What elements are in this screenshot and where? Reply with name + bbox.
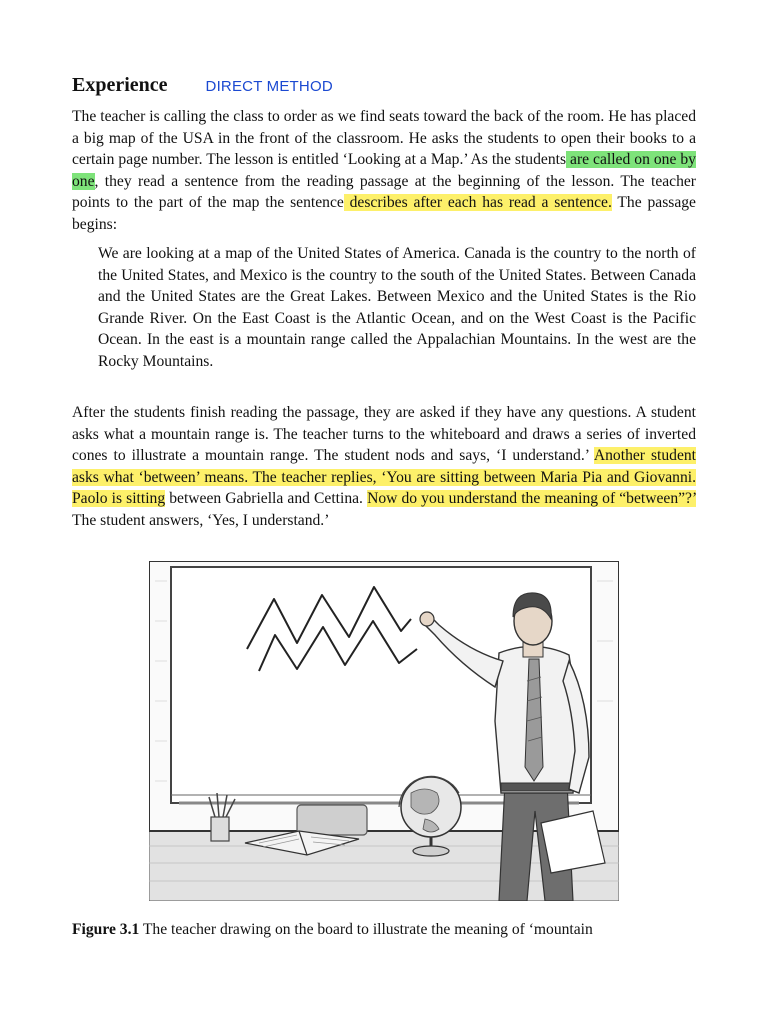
paragraph-questions-text-1: After the students finish reading the passage, they are asked if they have any questions. A student asks what a mountain range is. The teacher turns to the whiteboard and draws a series of inverted cones to illustrate a mountain range. The student nods and says, ‘I understand.’ [72,404,696,465]
figure-teacher-illustration [149,561,619,901]
highlight-yellow-understand: Now do you understand the meaning of “between”?’ [367,490,696,508]
paragraph-intro-text-1: The teacher is calling the class to order as we find seats toward the back of the room. He has placed a big map of the USA in the front of the classroom. He asks the students to open their books to a certain page number. The lesson is entitled ‘Looking at a Map.’ As the students [72,108,696,169]
figure-caption [72,919,696,941]
papers-icon [541,811,605,873]
method-annotation: DIRECT METHOD [205,78,333,95]
section-title: Experience [72,74,168,96]
paragraph-questions-text-3: The student answers, ‘Yes, I understand.’ [72,511,330,529]
paragraph-intro-text-2: , they read a sentence from the reading passage at the beginning of the lesson. The teacher points to the part of the map the sentence [72,172,696,212]
paragraph-questions [72,402,696,532]
paragraph-intro-text-3: The passage begins: [72,194,696,233]
paragraph-questions-text-2: between Gabriella and Cettina. [165,490,368,508]
figure-caption-label: Figure 3.1 [72,921,140,938]
hand-with-marker [420,612,434,626]
section-heading [72,74,333,100]
paragraph-intro [72,106,696,236]
highlight-yellow-describes: describes after each has read a sentence. [343,194,612,212]
figure-caption-text: The teacher drawing on the board to illustrate the meaning of ‘mountain [139,921,593,938]
highlight-green-called-on: are called on one by one [72,151,696,190]
reading-passage-quote: We are looking at a map of the United States of America. Canada is the country to the north of the United States, and Mexico is the country to the south of the United States. Between Canada and the United States are the Great Lakes. Between Mexico and the United States is the Rio Grande River. On the East Coast is the Atlantic Ocean, and on the West Coast is the Pacific Ocean. In the east is a mountain range called the Appalachian Mountains. In the west are the Rocky Mountains. [98,245,696,370]
highlight-yellow-between: Another student asks what ‘between’ means. The teacher replies, ‘You are sitting between Maria Pia and Giovanni. Paolo is sitting [72,447,696,508]
chair [297,805,367,835]
